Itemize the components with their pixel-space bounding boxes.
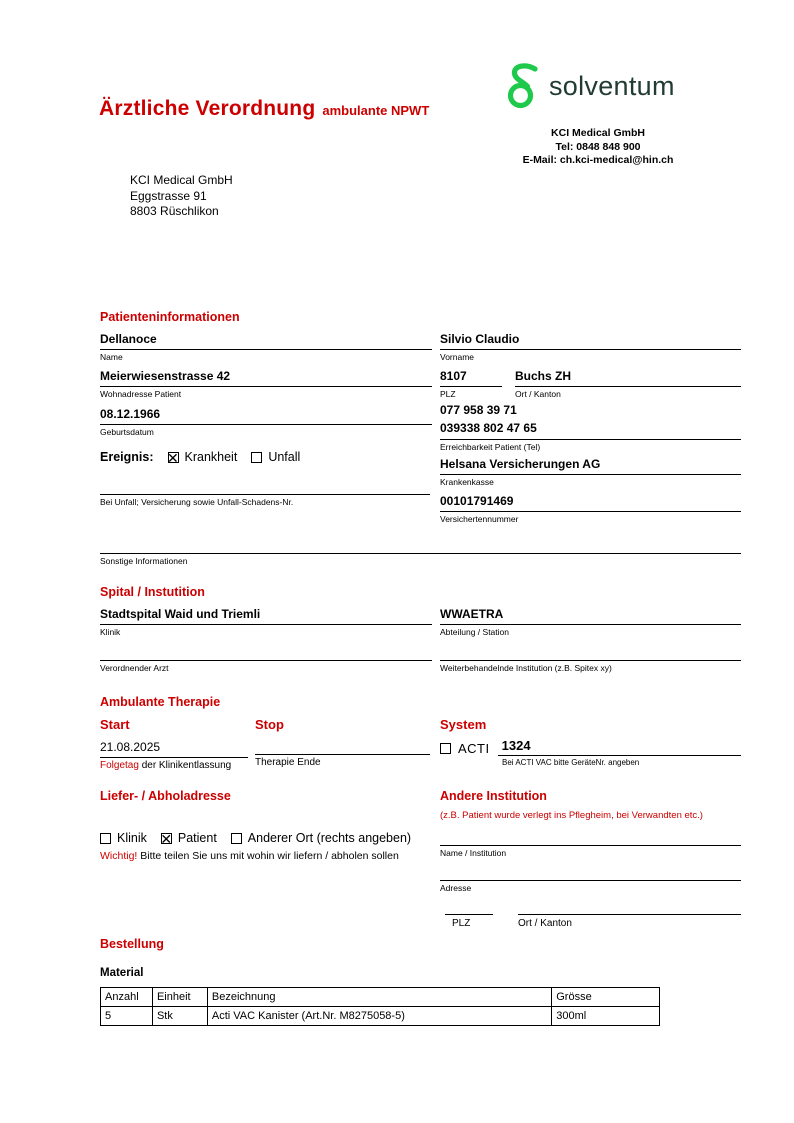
- patient-label: Patient: [177, 831, 217, 845]
- system-hint-label: Bei ACTI VAC bitte GeräteNr. angeben: [502, 758, 640, 767]
- krankheit-label: Krankheit: [184, 450, 238, 464]
- material-header-groesse: Grösse: [552, 988, 660, 1007]
- other-institution-heading: Andere Institution: [440, 789, 547, 803]
- klinik-label: Klinik: [117, 831, 147, 845]
- delivery-note-red: Wichtig!: [100, 850, 138, 862]
- oi-address-value[interactable]: [440, 866, 741, 881]
- therapy-start-label: [100, 760, 248, 772]
- material-heading: Material: [100, 967, 144, 979]
- klinik-checkbox[interactable]: [100, 833, 111, 844]
- unfall-label: Unfall: [268, 450, 301, 464]
- system-heading: System: [440, 717, 487, 732]
- page-title-row: [99, 97, 429, 121]
- patient-firstname-label: Vorname: [440, 352, 475, 362]
- delivery-note-rest: Bitte teilen Sie uns mit wohin wir liefern / abholen sollen: [137, 850, 399, 862]
- patient-firstname-value[interactable]: Silvio Claudio: [440, 332, 741, 350]
- therapy-stop-heading: Stop: [255, 717, 284, 732]
- patient-address-label: Wohnadresse Patient: [100, 389, 182, 399]
- other-institution-subheading: (z.B. Patient wurde verlegt ins Pflegheim, bei Verwandten etc.): [440, 810, 703, 821]
- oi-address-label: Adresse: [440, 883, 472, 893]
- device-number-value[interactable]: 1324: [498, 738, 741, 756]
- other-info-value[interactable]: [100, 539, 741, 554]
- vendor-contact-email: E-Mail: ch.kci-medical@hin.ch: [522, 154, 674, 166]
- delivery-note: [100, 850, 399, 862]
- accident-number-field: [100, 480, 430, 507]
- physician-field: [100, 646, 432, 673]
- acti-label: ACTI: [458, 741, 490, 756]
- department-value[interactable]: WWAETRA: [440, 607, 741, 625]
- patient-birthdate-value[interactable]: 08.12.1966: [100, 407, 432, 425]
- vendor-address-block: [130, 173, 233, 220]
- material-row-anzahl: 5: [101, 1007, 153, 1026]
- material-table: [100, 987, 660, 1026]
- oi-city-field: [518, 900, 741, 930]
- hospital-section-heading: Spital / Instutition: [100, 585, 205, 599]
- anderer-ort-checkbox[interactable]: [231, 833, 242, 844]
- physician-value[interactable]: [100, 646, 432, 661]
- anderer-ort-label: Anderer Ort (rechts angeben): [247, 831, 412, 845]
- patient-insurer-value[interactable]: Helsana Versicherungen AG: [440, 457, 741, 475]
- accident-number-label: Bei Unfall; Versicherung sowie Unfall-Schadens-Nr.: [100, 497, 294, 507]
- patient-checkbox[interactable]: [161, 833, 172, 844]
- oi-name-label: Name / Institution: [440, 848, 507, 858]
- order-section-heading: Bestellung: [100, 937, 164, 951]
- patient-phone-value-2[interactable]: 039338 802 47 65: [440, 421, 537, 435]
- patient-birthdate-label: Geburtsdatum: [100, 427, 154, 437]
- other-info-field: [100, 539, 741, 566]
- patient-city-field: [515, 369, 741, 399]
- other-info-label: Sonstige Informationen: [100, 556, 188, 566]
- oi-address-field: [440, 866, 741, 893]
- followup-institution-field: [440, 646, 741, 673]
- acti-checkbox[interactable]: [440, 743, 451, 754]
- patient-city-label: Ort / Kanton: [515, 389, 561, 399]
- patient-phone-value[interactable]: [440, 401, 741, 440]
- patient-phone-value-1[interactable]: 077 958 39 71: [440, 403, 517, 417]
- oi-plz-value[interactable]: [445, 900, 493, 915]
- vendor-contact-name: KCI Medical GmbH: [551, 127, 645, 139]
- oi-name-field: [440, 831, 741, 858]
- oi-city-label: Ort / Kanton: [518, 918, 572, 929]
- vendor-address-line2: Eggstrasse 91: [130, 188, 207, 203]
- unfall-checkbox[interactable]: [251, 452, 262, 463]
- krankheit-checkbox[interactable]: [168, 452, 179, 463]
- patient-name-label: Name: [100, 352, 123, 362]
- oi-plz-label: PLZ: [452, 918, 471, 929]
- insurance-number-label: Versichertennummer: [440, 514, 519, 524]
- solventum-wordmark: solventum: [549, 70, 675, 101]
- patient-birthdate-field: [100, 407, 432, 437]
- material-row-einheit: Stk: [152, 1007, 207, 1026]
- patient-firstname-field: [440, 332, 741, 362]
- patient-address-value[interactable]: Meierwiesenstrasse 42: [100, 369, 432, 387]
- patient-plz-field: [440, 369, 502, 399]
- patient-name-value[interactable]: Dellanoce: [100, 332, 432, 350]
- therapy-stop-value[interactable]: [255, 740, 430, 755]
- material-table-row: [101, 1007, 660, 1026]
- therapy-start-label-red: Folgetag: [100, 760, 139, 771]
- clinic-value[interactable]: Stadtspital Waid und Triemli: [100, 607, 432, 625]
- material-table-header-row: [101, 988, 660, 1007]
- patient-address-field: [100, 369, 432, 399]
- page-title: Ärztliche Verordnung: [99, 97, 316, 120]
- patient-phone-field: [440, 401, 741, 452]
- therapy-start-field: [100, 740, 248, 772]
- physician-label: Verordnender Arzt: [100, 663, 169, 673]
- oi-plz-field: [445, 900, 493, 930]
- therapy-section-heading: Ambulante Therapie: [100, 695, 221, 709]
- patient-phone-label: Erreichbarkeit Patient (Tel): [440, 442, 541, 452]
- followup-institution-label: Weiterbehandelnde Institution (z.B. Spitex xy): [440, 663, 612, 673]
- followup-institution-value[interactable]: [440, 646, 741, 661]
- oi-name-value[interactable]: [440, 831, 741, 846]
- vendor-contact-tel: Tel: 0848 848 900: [555, 140, 641, 153]
- patient-plz-label: PLZ: [440, 389, 456, 399]
- patient-insurer-label: Krankenkasse: [440, 477, 494, 487]
- material-header-einheit: Einheit: [152, 988, 207, 1007]
- therapy-start-label-rest: der Klinikentlassung: [138, 760, 232, 771]
- material-header-bezeichnung: Bezeichnung: [207, 988, 551, 1007]
- vendor-address-line1: KCI Medical GmbH: [130, 173, 233, 187]
- clinic-label: Klinik: [100, 627, 121, 637]
- department-label: Abteilung / Station: [440, 627, 509, 637]
- therapy-stop-field: [255, 740, 430, 769]
- material-header-anzahl: Anzahl: [101, 988, 153, 1007]
- patient-name-field: [100, 332, 432, 362]
- patient-plz-value[interactable]: 8107: [440, 369, 502, 387]
- patient-insurer-field: [440, 457, 741, 487]
- therapy-start-value[interactable]: 21.08.2025: [100, 740, 248, 758]
- patient-section-heading: Patienteninformationen: [100, 310, 240, 324]
- event-label: Ereignis:: [100, 450, 154, 464]
- solventum-mark-icon: [505, 62, 541, 110]
- solventum-logo: [505, 62, 675, 110]
- delivery-options-row: [100, 831, 425, 845]
- material-row-bezeichnung: Acti VAC Kanister (Art.Nr. M8275058-5): [207, 1007, 551, 1026]
- insurance-number-field: [440, 494, 741, 524]
- insurance-number-value[interactable]: 00101791469: [440, 494, 741, 512]
- oi-city-value[interactable]: [518, 900, 741, 915]
- material-row-groesse: 300ml: [552, 1007, 660, 1026]
- therapy-start-heading: Start: [100, 717, 130, 732]
- vendor-address-line3: 8803 Rüschlikon: [130, 204, 219, 218]
- vendor-contact-block: [476, 127, 720, 168]
- therapy-stop-label: Therapie Ende: [255, 757, 321, 768]
- accident-number-value[interactable]: [100, 480, 430, 495]
- event-row: [100, 450, 314, 464]
- patient-city-value[interactable]: Buchs ZH: [515, 369, 741, 387]
- department-field: [440, 607, 741, 637]
- clinic-field: [100, 607, 432, 637]
- delivery-section-heading: Liefer- / Abholadresse: [100, 789, 231, 803]
- page-subtitle: ambulante NPWT: [322, 103, 430, 118]
- system-field: [440, 738, 741, 768]
